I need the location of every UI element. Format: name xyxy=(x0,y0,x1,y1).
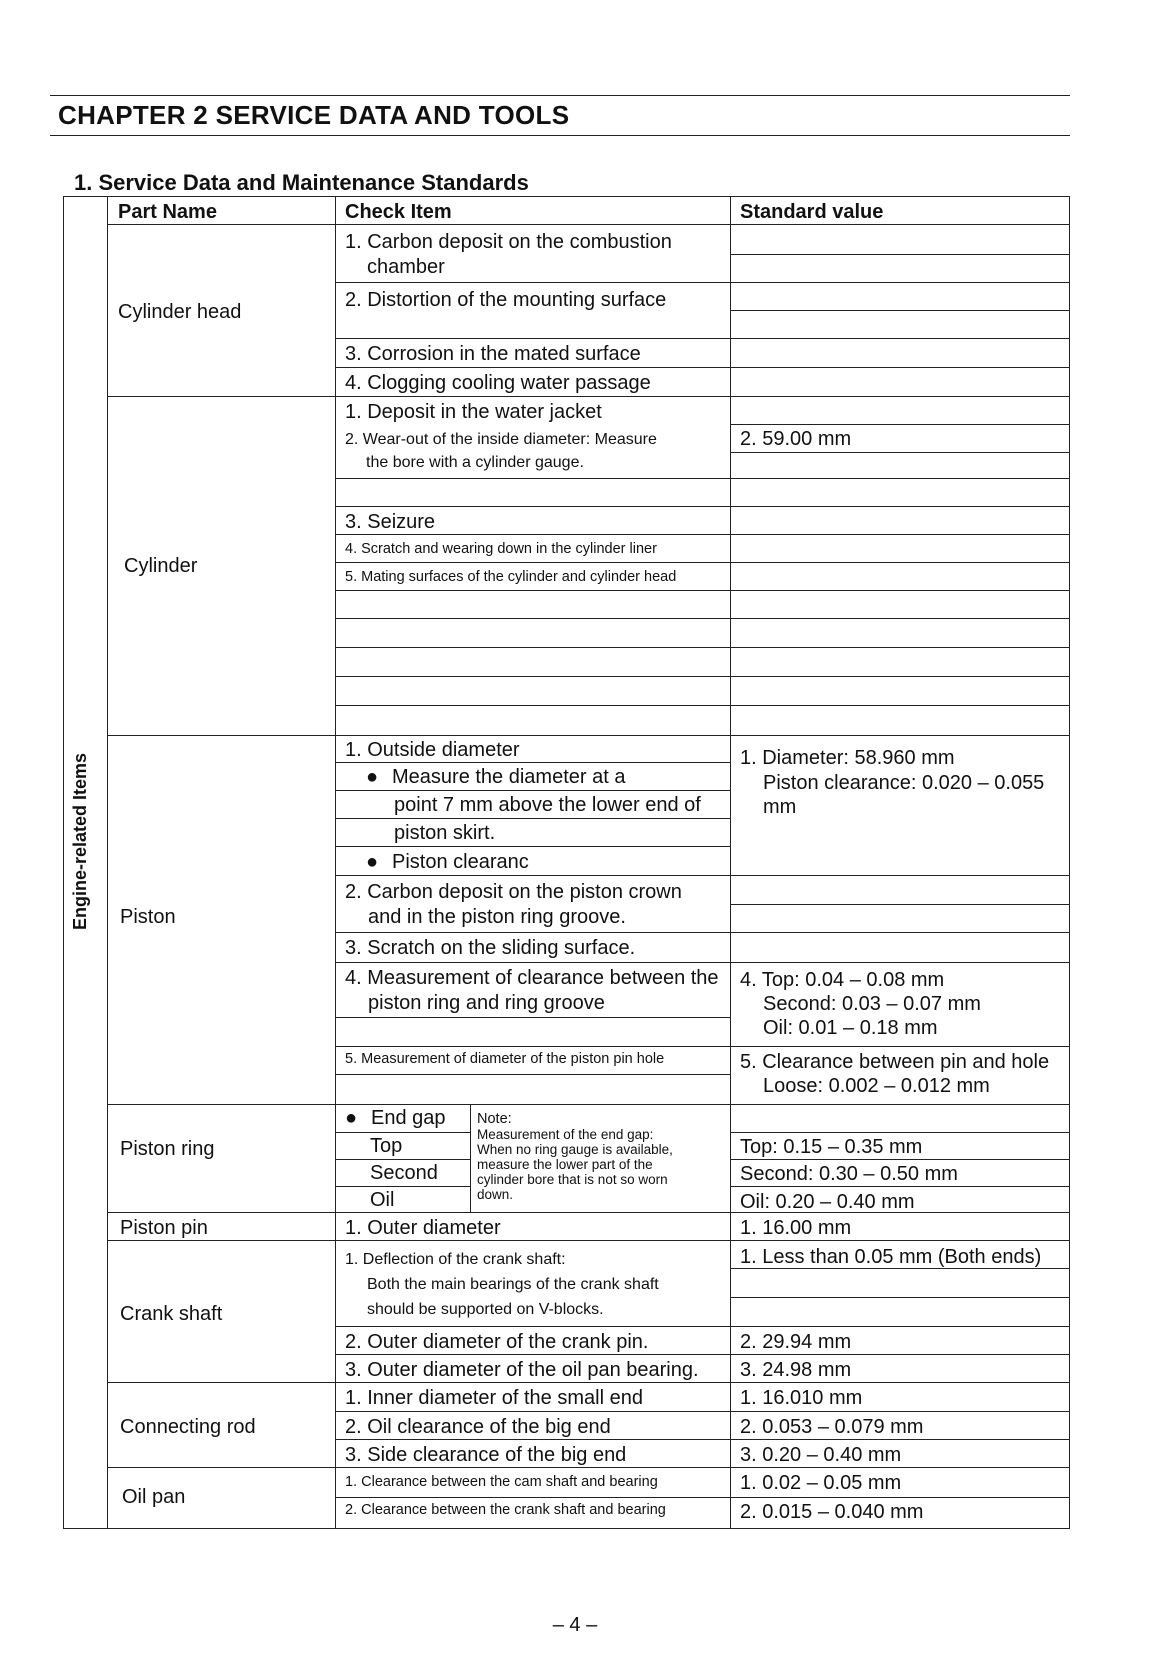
check-item: 1. Deposit in the water jacket xyxy=(345,401,602,423)
check-rule xyxy=(335,790,730,791)
check-item: 1. Deflection of the crank shaft: xyxy=(345,1251,566,1268)
check-rule xyxy=(335,705,730,706)
value-rule xyxy=(730,254,1070,255)
value-rule xyxy=(730,1046,1070,1047)
bullet-icon: ● xyxy=(345,1107,358,1129)
side-label: Engine-related Items xyxy=(70,752,90,930)
check-item: 5. Measurement of diameter of the piston pin hole xyxy=(345,1051,665,1067)
value-rule xyxy=(730,534,1070,535)
standard-value: 3. 0.20 – 0.40 mm xyxy=(740,1444,902,1466)
check-rule xyxy=(335,1411,730,1412)
rule-pin-start xyxy=(107,1212,1070,1213)
bullet-icon: ● xyxy=(366,851,379,873)
check-rule xyxy=(335,932,730,933)
header-part-name: Part Name xyxy=(118,201,217,223)
part-crank-shaft: Crank shaft xyxy=(120,1303,223,1325)
check-item: 2. Wear-out of the inside diameter: Measure xyxy=(345,431,657,448)
value-rule xyxy=(730,705,1070,706)
check-item: 1. Outside diameter xyxy=(345,739,520,761)
check-item: should be supported on V-blocks. xyxy=(367,1301,604,1318)
part-cylinder: Cylinder xyxy=(124,555,198,577)
check-item: 3. Seizure xyxy=(345,511,436,533)
value-rule xyxy=(730,1354,1070,1355)
value-rule xyxy=(730,875,1070,876)
value-rule xyxy=(730,562,1070,563)
standard-value: 3. 24.98 mm xyxy=(740,1359,852,1381)
value-rule xyxy=(730,1132,1070,1133)
check-item: 1. Inner diameter of the small end xyxy=(345,1387,643,1409)
standard-value: 1. 0.02 – 0.05 mm xyxy=(740,1472,902,1494)
standard-value: 2. 0.015 – 0.040 mm xyxy=(740,1501,924,1523)
check-item: chamber xyxy=(367,256,445,278)
note-title: Note: xyxy=(477,1111,512,1127)
standard-value: mm xyxy=(763,796,797,818)
value-rule xyxy=(730,1411,1070,1412)
bullet-icon: ● xyxy=(366,766,379,788)
check-rule xyxy=(335,1017,730,1018)
standard-value: Second: 0.03 – 0.07 mm xyxy=(763,993,981,1015)
value-rule xyxy=(730,310,1070,311)
check-rule xyxy=(335,1132,470,1133)
check-item: 2. Carbon deposit on the piston crown xyxy=(345,881,682,903)
check-item: End gap xyxy=(371,1107,446,1129)
check-rule xyxy=(335,875,730,876)
standard-value: 4. Top: 0.04 – 0.08 mm xyxy=(740,969,945,991)
chapter-title: CHAPTER 2 SERVICE DATA AND TOOLS xyxy=(58,100,570,130)
value-rule xyxy=(730,904,1070,905)
standard-value: Oil: 0.20 – 0.40 mm xyxy=(740,1191,915,1213)
check-rule xyxy=(335,846,730,847)
check-item: Measure the diameter at a xyxy=(392,766,626,788)
check-rule xyxy=(335,818,730,819)
check-item: 2. Clearance between the crank shaft and bearing xyxy=(345,1502,666,1518)
value-rule xyxy=(730,367,1070,368)
value-rule xyxy=(730,424,1070,425)
value-rule xyxy=(730,962,1070,963)
check-item: 4. Scratch and wearing down in the cylinder liner xyxy=(345,541,657,557)
standard-value: Second: 0.30 – 0.50 mm xyxy=(740,1163,958,1185)
rule-oilpan-start xyxy=(107,1467,1070,1468)
standard-value: Oil: 0.01 – 0.18 mm xyxy=(763,1017,938,1039)
rule-ring-start xyxy=(107,1104,1070,1105)
check-item: 1. Clearance between the cam shaft and bearing xyxy=(345,1474,658,1490)
check-item: 1. Outer diameter xyxy=(345,1217,501,1239)
value-rule xyxy=(730,932,1070,933)
check-rule xyxy=(335,506,730,507)
part-piston-pin: Piston pin xyxy=(120,1217,208,1239)
check-item: 4. Measurement of clearance between the xyxy=(345,967,719,989)
note-line: cylinder bore that is not so worn xyxy=(477,1172,668,1187)
check-rule xyxy=(335,282,730,283)
check-item: 3. Outer diameter of the oil pan bearing. xyxy=(345,1359,699,1381)
rule-piston-start xyxy=(107,735,1070,736)
header-standard-value: Standard value xyxy=(740,201,884,223)
check-item: 1. Carbon deposit on the combustion xyxy=(345,231,672,253)
value-rule xyxy=(730,478,1070,479)
value-rule xyxy=(730,647,1070,648)
check-item: the bore with a cylinder gauge. xyxy=(366,454,584,471)
standard-value: Piston clearance: 0.020 – 0.055 xyxy=(763,772,1045,794)
ring-sub-divider xyxy=(470,1104,471,1212)
check-item: Both the main bearings of the crank shaft xyxy=(367,1276,659,1293)
standard-value: 2. 0.053 – 0.079 mm xyxy=(740,1416,924,1438)
check-item: Piston clearanc xyxy=(392,851,529,873)
page-number: – 4 – xyxy=(552,1614,598,1636)
rule-crank-start xyxy=(107,1240,1070,1241)
check-item: point 7 mm above the lower end of xyxy=(394,794,701,816)
value-rule xyxy=(730,338,1070,339)
check-rule xyxy=(335,1439,730,1440)
note-line: down. xyxy=(477,1187,514,1202)
note-line: When no ring gauge is available, xyxy=(477,1142,673,1157)
note-line: Measurement of the end gap: xyxy=(477,1127,654,1142)
standard-value: 1. Diameter: 58.960 mm xyxy=(740,747,955,769)
note-line: measure the lower part of the xyxy=(477,1157,653,1172)
check-rule xyxy=(335,618,730,619)
check-rule xyxy=(335,1326,730,1327)
check-rule xyxy=(335,478,730,479)
standard-value: 1. 16.010 mm xyxy=(740,1387,863,1409)
check-item: 3. Scratch on the sliding surface. xyxy=(345,937,636,959)
standard-value: 1. Less than 0.05 mm (Both ends) xyxy=(740,1246,1042,1268)
standard-value: Loose: 0.002 – 0.012 mm xyxy=(763,1075,990,1097)
ring-type: Oil xyxy=(370,1189,395,1211)
value-rule xyxy=(730,1159,1070,1160)
standard-value: 5. Clearance between pin and hole xyxy=(740,1051,1050,1073)
part-oil-pan: Oil pan xyxy=(122,1486,186,1508)
value-rule xyxy=(730,506,1070,507)
standard-value: Top: 0.15 – 0.35 mm xyxy=(740,1136,923,1158)
check-rule xyxy=(335,676,730,677)
check-item: and in the piston ring groove. xyxy=(368,906,626,928)
check-rule xyxy=(335,647,730,648)
value-rule xyxy=(730,1497,1070,1498)
part-piston: Piston xyxy=(120,906,176,928)
value-rule xyxy=(730,676,1070,677)
value-rule xyxy=(730,1439,1070,1440)
check-item: 4. Clogging cooling water passage xyxy=(345,372,651,394)
check-item: piston skirt. xyxy=(394,822,496,844)
check-rule xyxy=(335,534,730,535)
value-rule xyxy=(730,1326,1070,1327)
ring-type: Second xyxy=(370,1162,438,1184)
rule-conrod-start xyxy=(107,1382,1070,1383)
check-rule xyxy=(335,1159,470,1160)
header-check-item: Check Item xyxy=(345,201,452,223)
check-item: 2. Oil clearance of the big end xyxy=(345,1416,611,1438)
value-rule xyxy=(730,282,1070,283)
check-item: 2. Distortion of the mounting surface xyxy=(345,289,667,311)
check-rule xyxy=(335,1186,470,1187)
check-rule xyxy=(335,1074,730,1075)
value-rule xyxy=(730,1186,1070,1187)
check-rule xyxy=(335,1354,730,1355)
standard-value: 2. 59.00 mm xyxy=(740,428,852,450)
check-item: 3. Side clearance of the big end xyxy=(345,1444,627,1466)
check-item: 3. Corrosion in the mated surface xyxy=(345,343,641,365)
standard-value: 2. 29.94 mm xyxy=(740,1331,852,1353)
chapter-underline xyxy=(50,135,1070,136)
check-rule xyxy=(335,762,730,763)
check-rule xyxy=(335,338,730,339)
check-item: 5. Mating surfaces of the cylinder and cylinder head xyxy=(345,569,677,585)
rule-cylinder-start xyxy=(107,396,1070,397)
part-connecting-rod: Connecting rod xyxy=(120,1416,256,1438)
value-rule xyxy=(730,452,1070,453)
value-rule xyxy=(730,590,1070,591)
check-item: 2. Outer diameter of the crank pin. xyxy=(345,1331,649,1353)
check-rule xyxy=(335,562,730,563)
check-rule xyxy=(335,590,730,591)
check-rule xyxy=(335,367,730,368)
top-rule xyxy=(50,95,1070,96)
part-cylinder-head: Cylinder head xyxy=(118,301,242,323)
value-rule xyxy=(730,618,1070,619)
check-rule xyxy=(335,962,730,963)
check-rule xyxy=(335,1046,730,1047)
check-rule xyxy=(335,1497,730,1498)
value-rule xyxy=(730,1297,1070,1298)
part-piston-ring: Piston ring xyxy=(120,1138,215,1160)
section-title: 1. Service Data and Maintenance Standards xyxy=(74,170,529,195)
standard-value: 1. 16.00 mm xyxy=(740,1217,852,1239)
check-item: piston ring and ring groove xyxy=(368,992,605,1014)
ring-type: Top xyxy=(370,1135,403,1157)
header-rule xyxy=(107,224,1070,225)
